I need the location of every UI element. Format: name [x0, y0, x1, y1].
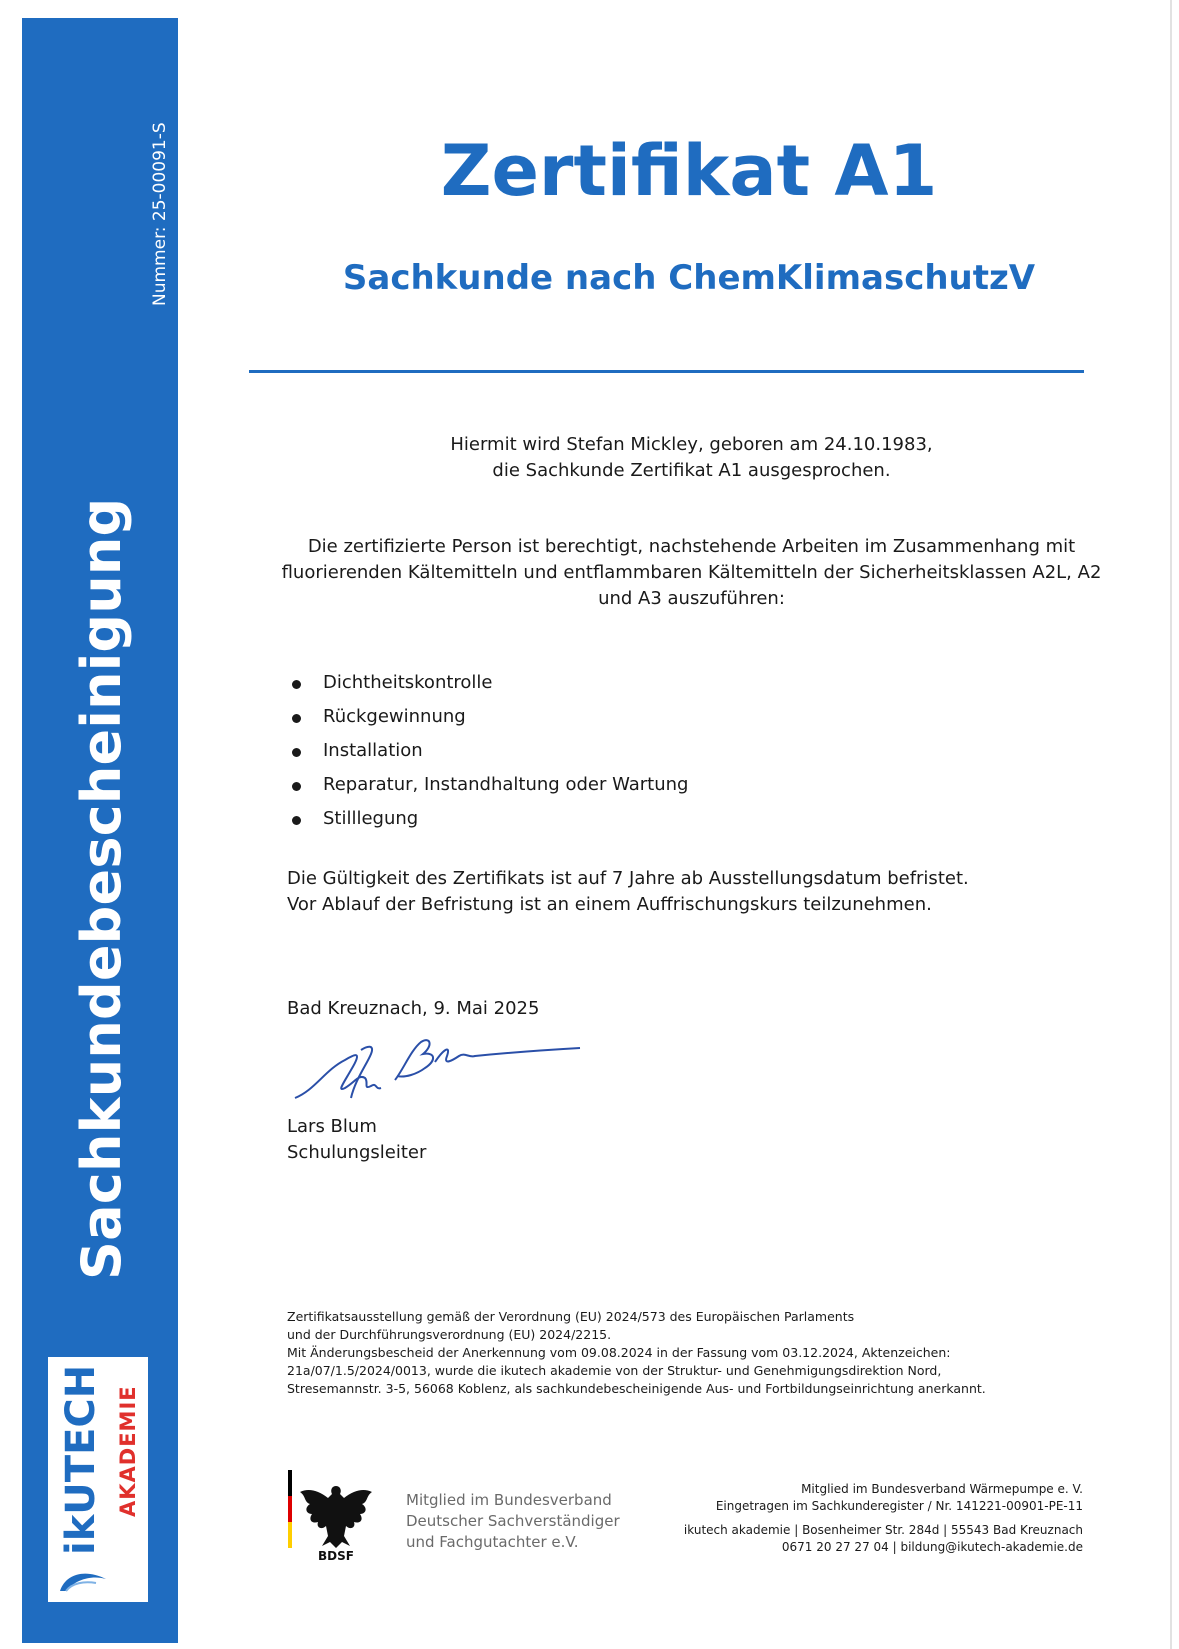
flag-gap [288, 1548, 292, 1574]
task-list [292, 670, 688, 840]
legal-line: Zertifikatsausstellung gemäß der Verordnung (EU) 2024/573 des Europäischen Parlaments [287, 1309, 855, 1324]
water-drop-icon [56, 1565, 108, 1595]
certificate-subtitle: Sachkunde nach ChemKlimaschutzV [342, 258, 1036, 298]
intro-line-2: die Sachkunde Zertifikat A1 ausgesprochen. [492, 460, 891, 481]
flag-red-stripe [288, 1496, 292, 1522]
german-flag-bar [288, 1470, 292, 1574]
validity-line-1: Die Gültigkeit des Zertifikats ist auf 7 Jahre ab Ausstellungsdatum befristet. [287, 868, 969, 889]
signatory-name: Lars Blum [287, 1116, 377, 1137]
legal-notice [287, 1308, 986, 1398]
task-item: Reparatur, Instandhaltung oder Wartung [292, 772, 688, 806]
signatory-role: Schulungsleiter [287, 1142, 427, 1163]
certificate-number: Nummer: 25-00091-S [150, 122, 170, 306]
footer-contact [684, 1481, 1083, 1555]
legal-line: Stresemannstr. 3-5, 56068 Koblenz, als sachkundebescheinigende Aus- und Fortbildungseinrichtung anerkannt. [287, 1381, 986, 1396]
ikutech-logo [48, 1357, 148, 1602]
bdsf-line: Mitglied im Bundesverband [406, 1491, 612, 1509]
flag-black-stripe [288, 1470, 292, 1496]
footer-line: 0671 20 27 27 04 | bildung@ikutech-akademie.de [781, 1539, 1083, 1554]
permission-line-1: Die zertifizierte Person ist berechtigt, nachstehende Arbeiten im Zusammenhang mit [307, 536, 1076, 557]
place-date: Bad Kreuznach, 9. Mai 2025 [287, 998, 540, 1019]
sidebar-title: Sachkundebescheinigung [70, 497, 133, 1280]
bdsf-label: BDSF [318, 1549, 354, 1563]
bdsf-line: Deutscher Sachverständiger [406, 1512, 620, 1530]
bdsf-membership [406, 1490, 620, 1553]
permission-line-2: fluorierenden Kältemitteln und entflammbaren Kältemitteln der Sicherheitsklassen A2L, A2 [281, 562, 1102, 583]
flag-gold-stripe [288, 1522, 292, 1548]
footer-line: ikutech akademie | Bosenheimer Str. 284d | 55543 Bad Kreuznach [683, 1523, 1083, 1537]
logo-wordmark: ikUTECH [58, 1364, 104, 1555]
task-item: Dichtheitskontrolle [292, 670, 688, 704]
task-item: Stilllegung [292, 806, 688, 840]
legal-line: Mit Änderungsbescheid der Anerkennung vom 09.08.2024 in der Fassung vom 03.12.2024, Aktenzeichen: [287, 1345, 951, 1360]
bdsf-eagle-icon [298, 1476, 374, 1564]
permission-line-3: und A3 auszuführen: [598, 588, 785, 609]
signature-image [285, 1030, 585, 1110]
footer-line: Mitglied im Bundesverband Wärmepumpe e. V. [801, 1482, 1083, 1496]
intro-line-1: Hiermit wird Stefan Mickley, geboren am 24.10.1983, [450, 434, 933, 455]
task-item: Rückgewinnung [292, 704, 688, 738]
footer-line: Eingetragen im Sachkunderegister / Nr. 141221-00901-PE-11 [715, 1498, 1083, 1513]
validity-line-2: Vor Ablauf der Befristung ist an einem Auffrischungskurs teilzunehmen. [287, 894, 932, 915]
legal-line: und der Durchführungsverordnung (EU) 2024/2215. [287, 1327, 612, 1342]
bdsf-line: und Fachgutachter e.V. [406, 1533, 579, 1551]
title-divider [249, 370, 1084, 373]
legal-line: 21a/07/1.5/2024/0013, wurde die ikutech akademie von der Struktur- und Genehmigungsdirektion Nord, [287, 1363, 942, 1378]
task-item: Installation [292, 738, 688, 772]
certificate-title: Zertifikat A1 [440, 130, 938, 212]
logo-akademie: AKADEMIE [116, 1385, 140, 1517]
footer-gap [684, 1514, 1083, 1522]
